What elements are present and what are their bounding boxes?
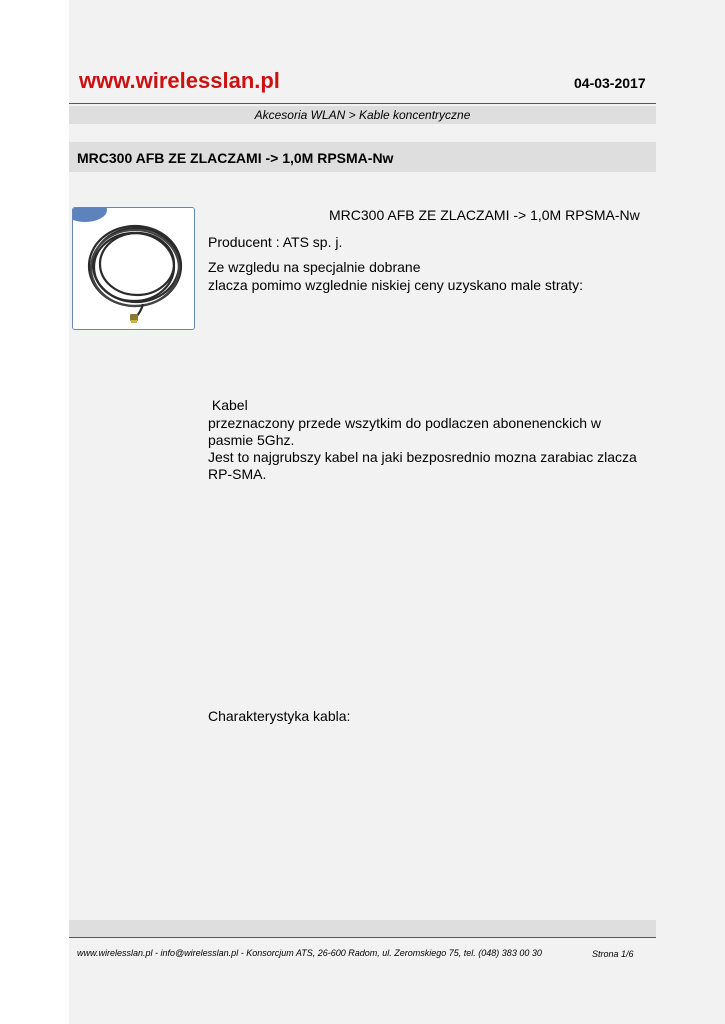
coiled-cable-image (73, 208, 194, 329)
document-date: 04-03-2017 (574, 75, 646, 91)
kabel-line-3: Jest to najgrubszy kabel na jaki bezposrednio mozna zarabiac zlacza (208, 449, 637, 465)
header-divider (69, 103, 656, 104)
kabel-line-4: RP-SMA. (208, 466, 267, 482)
site-title: www.wirelesslan.pl (79, 68, 280, 93)
characteristics-label: Charakterystyka kabla: (208, 708, 351, 724)
description-line-2: zlacza pomimo wzglednie niskiej ceny uzyskano male straty: (208, 277, 584, 293)
product-name-line: MRC300 AFB ZE ZLACZAMI -> 1,0M RPSMA-Nw (329, 207, 640, 223)
kabel-line-2: pasmie 5Ghz. (208, 432, 295, 448)
footer-bar (69, 920, 656, 937)
page-number: Strona 1/6 (592, 949, 634, 959)
producer-text: Producent : ATS sp. j. (208, 234, 343, 250)
kabel-line-1: przeznaczony przede wszytkim do podlaczen abonenenckich w (208, 415, 601, 431)
footer-divider (69, 937, 656, 938)
product-title-bar (69, 142, 656, 172)
breadcrumb: Akcesoria WLAN > Kable koncentryczne (69, 106, 656, 124)
footer-contact: www.wirelesslan.pl - info@wirelesslan.pl - Konsorcjum ATS, 26-600 Radom, ul. Zeromskiego 75, tel. (048) 383 00 30 (77, 948, 542, 958)
kabel-label: Kabel (208, 397, 248, 413)
description-line-1: Ze wzgledu na specjalnie dobrane (208, 259, 421, 275)
product-title: MRC300 AFB ZE ZLACZAMI -> 1,0M RPSMA-Nw (77, 150, 394, 166)
product-image (72, 207, 195, 330)
